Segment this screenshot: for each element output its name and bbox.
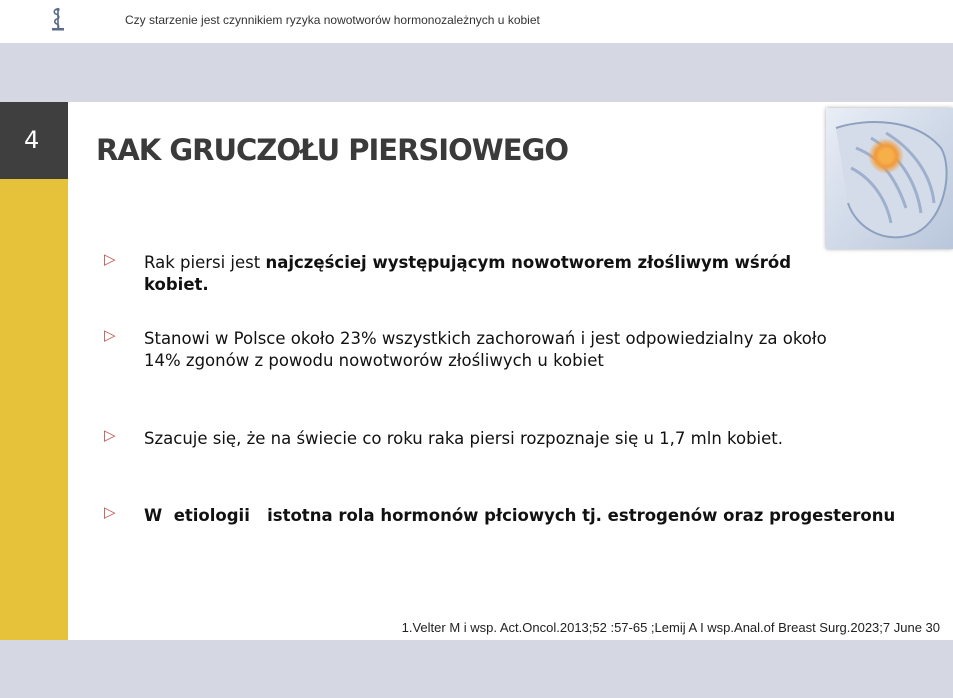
bottom-band xyxy=(0,640,953,698)
footnote-citation: 1.Velter M i wsp. Act.Oncol.2013;52 :57-65 ;Lemij A I wsp.Anal.of Breast Surg.2023;7 June 30 xyxy=(401,620,940,635)
slide-number-box xyxy=(0,102,68,179)
bullet-text-part-bold: najczęściej występującym nowotworem złośliwym wśród kobiet. xyxy=(144,253,792,294)
triangle-bullet-icon: ▷ xyxy=(104,426,116,444)
bullet-text: Stanowi w Polsce około 23% wszystkich zachorowań i jest odpowiedzialny za około 14% zgonów z powodu nowotworów złośliwych u kobiet xyxy=(144,329,827,370)
triangle-bullet-icon: ▷ xyxy=(104,250,116,268)
bullet-text xyxy=(144,505,896,527)
triangle-bullet-icon: ▷ xyxy=(104,326,116,344)
accent-bar xyxy=(0,179,68,640)
presentation-title: Czy starzenie jest czynnikiem ryzyka nowotworów hormonozależnych u kobiet xyxy=(125,13,540,27)
bullet-text: Szacuje się, że na świecie co roku raka piersi rozpoznaje się u 1,7 mln kobiet. xyxy=(144,429,784,448)
top-band xyxy=(0,43,953,102)
slide-title: RAK GRUCZOŁU PIERSIOWEGO xyxy=(96,133,568,167)
triangle-bullet-icon: ▷ xyxy=(104,503,116,521)
slide-number: 4 xyxy=(24,126,40,154)
slide xyxy=(0,102,953,640)
bullet-text-part: Rak piersi jest xyxy=(144,253,266,272)
bullet-text xyxy=(144,252,844,296)
pharmacy-logo-icon xyxy=(44,6,72,34)
header-bar xyxy=(0,0,953,43)
bullet-text-part-bold: W etiologii istotna rola hormonów płciowych tj. estrogenów oraz progesteronu xyxy=(144,506,896,525)
breast-anatomy-illustration xyxy=(826,108,953,249)
